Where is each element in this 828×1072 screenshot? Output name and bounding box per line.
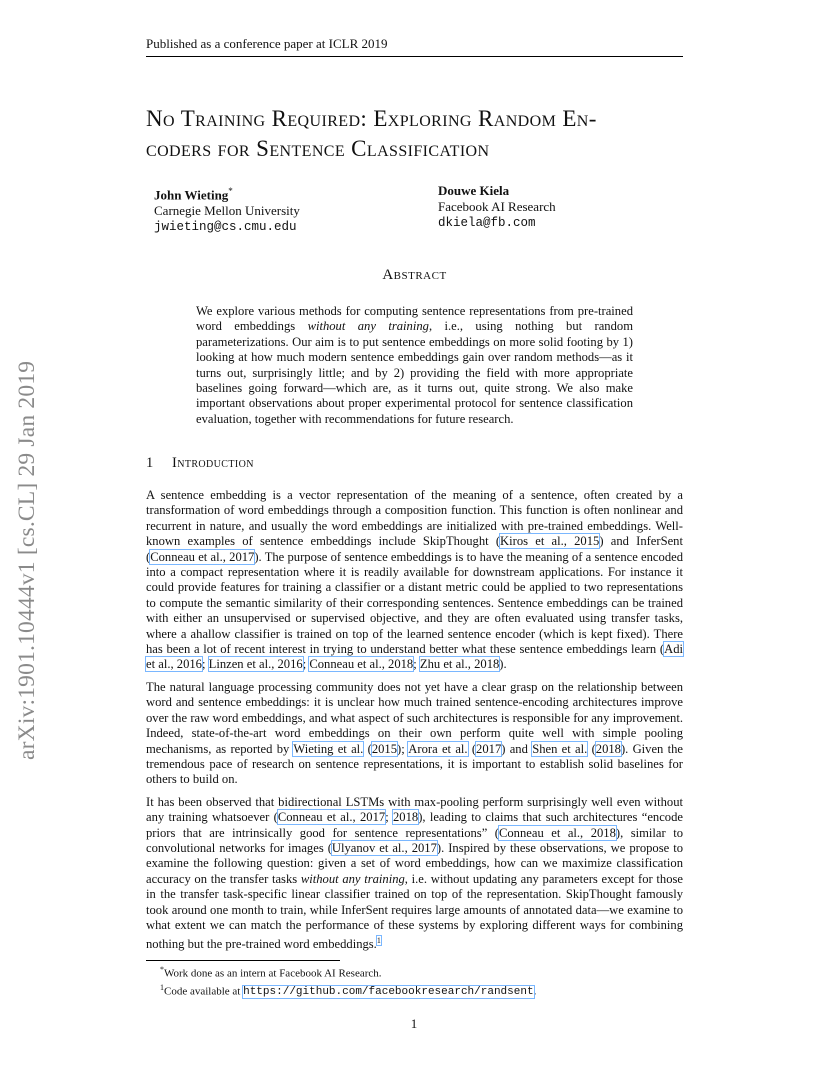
abstract-heading: Abstract — [382, 267, 447, 283]
footnotes — [146, 963, 683, 999]
section-number: 1 — [146, 455, 154, 471]
author-affiliation: Facebook AI Research — [438, 199, 556, 214]
citation-link[interactable]: 2015 — [371, 741, 397, 756]
section-title: Introduction — [172, 455, 254, 471]
code-url-link[interactable]: https://github.com/facebookresearch/randsent — [243, 986, 534, 999]
title-line-2: coders for Sentence Classification — [146, 136, 490, 161]
paragraph-2: The natural language processing community does not yet have a clear grasp on the relationship between word and sentence embeddings: it is unclear how much trained sentence-encoding architectures improve over the raw word embeddings, and what aspect of such architectures is responsible for any improvement. Indeed, state-of-the-art word embeddings on their own perform quite well with simple pooling mechanisms, as reported by Wieting et al. (2015); Arora et al. (2017) and Shen et al. (2018). Given the tremendous pace of research on sentence representations, it is important to establish solid baselines for others to build on. — [146, 679, 684, 787]
arxiv-identifier: arXiv:1901.10444v1 [cs.CL] 29 Jan 2019 — [14, 360, 40, 760]
running-header: Published as a conference paper at ICLR 2019 — [146, 36, 683, 57]
section-heading — [146, 455, 254, 472]
paper-title — [146, 104, 683, 164]
citation-link[interactable]: Conneau et al., 2018 — [309, 657, 414, 672]
author-email[interactable]: jwieting@cs.cmu.edu — [154, 220, 297, 235]
citation-link[interactable]: Shen et al. — [532, 741, 588, 756]
author-block-1 — [154, 183, 300, 235]
citation-link[interactable]: 2018 — [595, 741, 621, 756]
citation-link[interactable]: Arora et al. — [408, 741, 468, 756]
citation-link[interactable]: Conneau et al., 2018 — [498, 825, 616, 840]
section-body — [146, 488, 683, 960]
footnote-link[interactable]: 1 — [376, 936, 381, 946]
citation-link[interactable]: Kiros et al., 2015 — [500, 534, 600, 549]
citation-link[interactable]: Ulyanov et al., 2017 — [331, 840, 437, 855]
author-affiliation: Carnegie Mellon University — [154, 203, 300, 219]
citation-link[interactable]: Adi et al., 2016 — [146, 642, 683, 672]
title-line-1: No Training Required: Exploring Random En- — [146, 106, 597, 131]
citation-link[interactable]: 2018 — [393, 810, 419, 825]
citation-link[interactable]: Conneau et al., 2017 — [150, 549, 255, 564]
author-name: John Wieting* — [154, 186, 233, 203]
author-block-2 — [438, 183, 556, 231]
footnote-1: *Work done as an intern at Facebook AI Research. — [160, 965, 382, 980]
footnote-divider — [146, 960, 340, 961]
citation-link[interactable]: Conneau et al., 2017 — [277, 810, 386, 825]
footnote-2: $^1$Code available at https://github.com/facebookresearch/randsent. — [160, 982, 537, 999]
page-number: 1 — [410, 1016, 418, 1031]
citation-link[interactable]: 2017 — [476, 741, 502, 756]
abstract-text: We explore various methods for computing sentence representations from pre-trained word embeddings without any training, i.e., using nothing but random parameterizations. Our aim is to put sentence embeddings on more solid footing by 1) looking at how much modern sentence embeddings gain over random methods—as it turns out, surprisingly little; and by 2) providing the field with more appropriate baselines going forward—which are, as it turns out, quite strong. We also make important observations about proper experimental protocol for sentence classification evaluation, together with recommendations for future research. — [196, 304, 633, 426]
author-email[interactable]: dkiela@fb.com — [438, 216, 536, 230]
citation-link[interactable]: Linzen et al., 2016 — [208, 657, 303, 672]
citation-link[interactable]: Zhu et al., 2018 — [419, 657, 500, 672]
citation-link[interactable]: Wieting et al. — [293, 741, 364, 756]
paragraph-3: It has been observed that bidirectional LSTMs with max-pooling perform surprisingly well even without any training whatsoever (Conneau et al., 2017; 2018), leading to claims that such architectures “encode priors that are intrinsically good for sentence representations” (Conneau et al., 2018), similar to convolutional networks for images (Ulyanov et al., 2017). Inspired by these observations, we propose to examine the following question: given a set of word embeddings, how can we maximize classification accuracy on the transfer tasks without any training, i.e. without updating any parameters except for those in the transfer task-specific linear classifier trained on top of the representation. SkipThought famously took around one month to train, while InferSent requires large amounts of annotated data—we examine to what extent we can match the performance of these systems by exploring different ways for combining nothing but the pre-trained word embeddings.$^1$ — [146, 794, 683, 952]
paragraph-1: A sentence embedding is a vector representation of the meaning of a sentence, often created by a transformation of word embeddings through a composition function. This function is often nonlinear and recurrent in nature, and usually the word embeddings are initialized with pre-trained embeddings. Well-known examples of sentence embeddings include SkipThought (Kiros et al., 2015) and InferSent (Conneau et al., 2017). The purpose of sentence embeddings is to have the meaning of a sentence encoded into a compact representation where it is readily available for downstream applications. For instance it could provide features for training a classifier or a distant metric could be applied to two representations to compute the semantic similarity of their corresponding sentences. Sentence embeddings can be trained with either an unsupervised or supervised objective, and they are often evaluated using transfer tasks, where a ahallow classifier is trained on top of the learned sentence encoder (which is kept fixed). There has been a lot of recent interest in trying to understand better what these sentence embeddings learn (Adi et al., 2016; Linzen et al., 2016; Conneau et al., 2018; Zhu et al., 2018). — [146, 488, 683, 672]
author-name: Douwe Kiela — [438, 183, 510, 198]
